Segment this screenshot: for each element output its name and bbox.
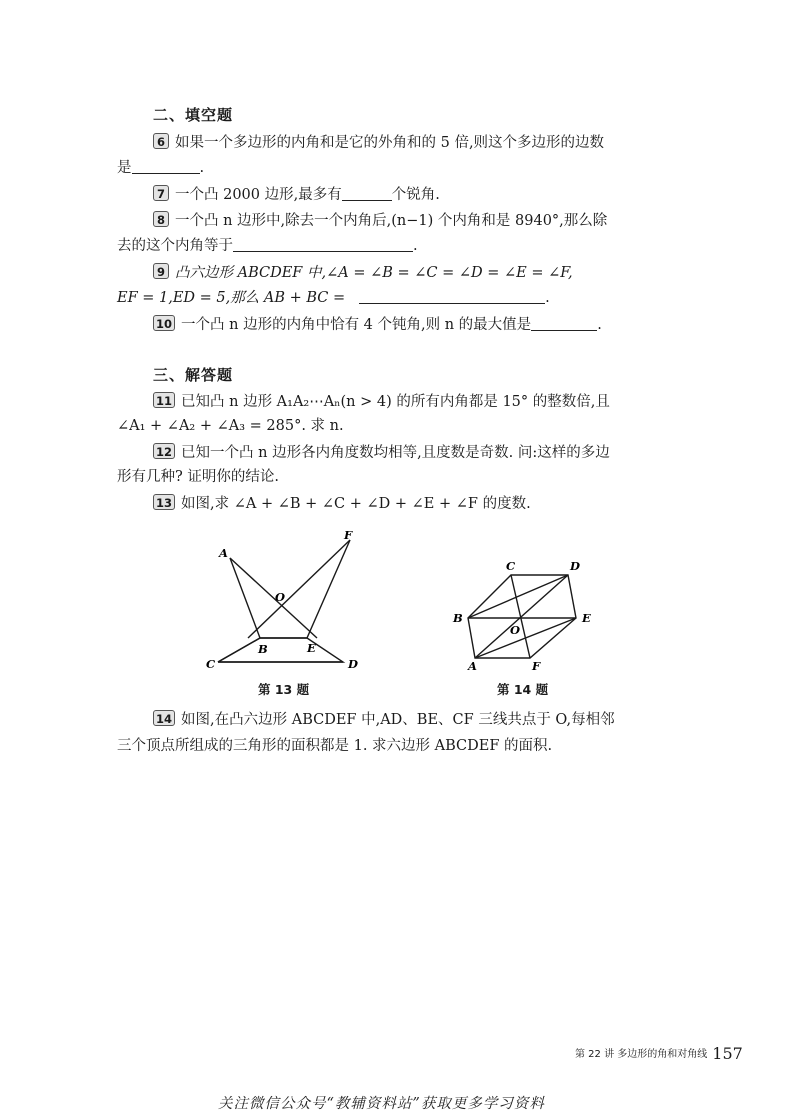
question-11-line1 [153,392,610,411]
fig14-diagonal-a-d [475,575,568,658]
section-solve-title: 三、解答题 [153,366,234,384]
fig13-polyline-a-b-e-f [230,540,350,638]
question-14-line1 [153,710,615,729]
question-number-7: 7 [153,185,169,201]
watermark-text: 关注微信公众号“教辅资料站”获取更多学习资料 [218,1096,545,1112]
question-12-line2 [117,468,279,486]
question-6-text: 如果一个多边形的内角和是它的外角和的 5 倍,则这个多边形的边数 [175,135,605,151]
question-12-text-2: 形有几种? 证明你的结论. [117,469,279,485]
question-10 [153,315,602,334]
question-number-11: 11 [153,392,175,408]
question-6-text-suffix: . [199,160,205,176]
question-number-9: 9 [153,263,169,279]
question-8-line1 [153,211,607,230]
question-9-text: 凸六边形 ABCDEF 中,∠A = ∠B = ∠C = ∠D = ∠E = ∠F, [175,265,573,281]
question-9-text-prefix: EF = 1,ED = 5,那么 AB + BC = [117,290,346,306]
question-9-line2 [117,289,550,307]
fig13-label-e: E [307,641,316,655]
question-8-text: 一个凸 n 边形中,除去一个内角后,(n−1) 个内角和是 8940°,那么除 [175,213,608,229]
fig14-label-b: B [453,611,463,625]
fig13-triangle-c-d [218,638,343,662]
question-9-line1 [153,263,573,282]
question-number-6: 6 [153,133,169,149]
fig14-label-f: F [532,659,541,673]
figure-14 [448,555,603,680]
question-6-text-prefix: 是 [117,160,132,176]
page-footer [575,1044,743,1063]
question-7 [153,185,440,204]
question-13 [153,494,531,513]
answer-blank-7[interactable] [342,186,392,201]
question-12-text: 已知一个凸 n 边形各内角度数均相等,且度数是奇数. 问:这样的多边 [181,445,610,461]
fig14-label-c: C [506,559,516,573]
answer-blank-6[interactable] [132,159,200,174]
fig14-label-d: D [570,559,580,573]
question-8-text-suffix: . [413,238,418,254]
figure-13 [200,525,370,675]
answer-blank-9[interactable] [359,289,545,304]
question-14-line2 [117,737,552,755]
fig14-label-o: O [510,623,521,637]
fig13-label-d: D [348,657,358,671]
fig14-diagonal-b-d [468,575,568,618]
question-8-line2 [117,237,418,255]
fig13-label-b: B [258,642,268,656]
fig13-label-f: F [344,528,353,542]
answer-blank-10[interactable] [531,316,597,331]
question-number-14: 14 [153,710,175,726]
question-7-text-b: 个锐角. [391,187,440,203]
fig14-diagonal-a-e [475,618,576,658]
question-number-8: 8 [153,211,169,227]
figure-13-caption: 第 13 题 [258,682,310,697]
fig13-segment-b-c [218,638,260,662]
fig14-label-e: E [582,611,591,625]
question-6-line1 [153,133,604,152]
question-13-text: 如图,求 ∠A + ∠B + ∠C + ∠D + ∠E + ∠F 的度数. [181,496,531,512]
fig14-diagonal-c-f [511,575,530,658]
fig13-segment-a-e [230,558,317,638]
figure-14-caption: 第 14 题 [497,682,549,697]
question-14-text: 如图,在凸六边形 ABCDEF 中,AD、BE、CF 三线共点于 O,每相邻 [181,712,615,728]
question-11-text-2: ∠A₁ + ∠A₂ + ∠A₃ = 285°. 求 n. [117,418,344,434]
question-number-12: 12 [153,443,175,459]
question-number-13: 13 [153,494,175,510]
answer-blank-8[interactable] [233,237,413,252]
question-14-text-2: 三个顶点所组成的三角形的面积都是 1. 求六边形 ABCDEF 的面积. [117,738,553,754]
fig13-label-c: C [206,657,216,671]
fig13-label-o: O [275,590,286,604]
fig14-label-a: A [468,659,477,673]
question-number-10: 10 [153,315,175,331]
question-12-line1 [153,443,610,462]
chapter-title: 第 22 讲 多边形的角和对角线 [575,1049,708,1060]
section-fill-in-title: 二、填空题 [153,106,234,124]
question-11-line2 [117,417,344,435]
fig13-label-a: A [219,546,228,560]
question-11-text: 已知凸 n 边形 A₁A₂⋯Aₙ(n > 4) 的所有内角都是 15° 的整数倍,且 [181,394,610,410]
question-9-text-suffix: . [545,290,550,306]
question-6-line2 [117,159,204,177]
question-10-text-a: 一个凸 n 边形的内角中恰有 4 个钝角,则 n 的最大值是 [181,317,532,333]
question-7-text-a: 一个凸 2000 边形,最多有 [175,187,342,203]
question-8-text-prefix: 去的这个内角等于 [117,238,233,254]
page-number: 157 [712,1044,743,1063]
question-10-text-b: . [597,317,602,333]
